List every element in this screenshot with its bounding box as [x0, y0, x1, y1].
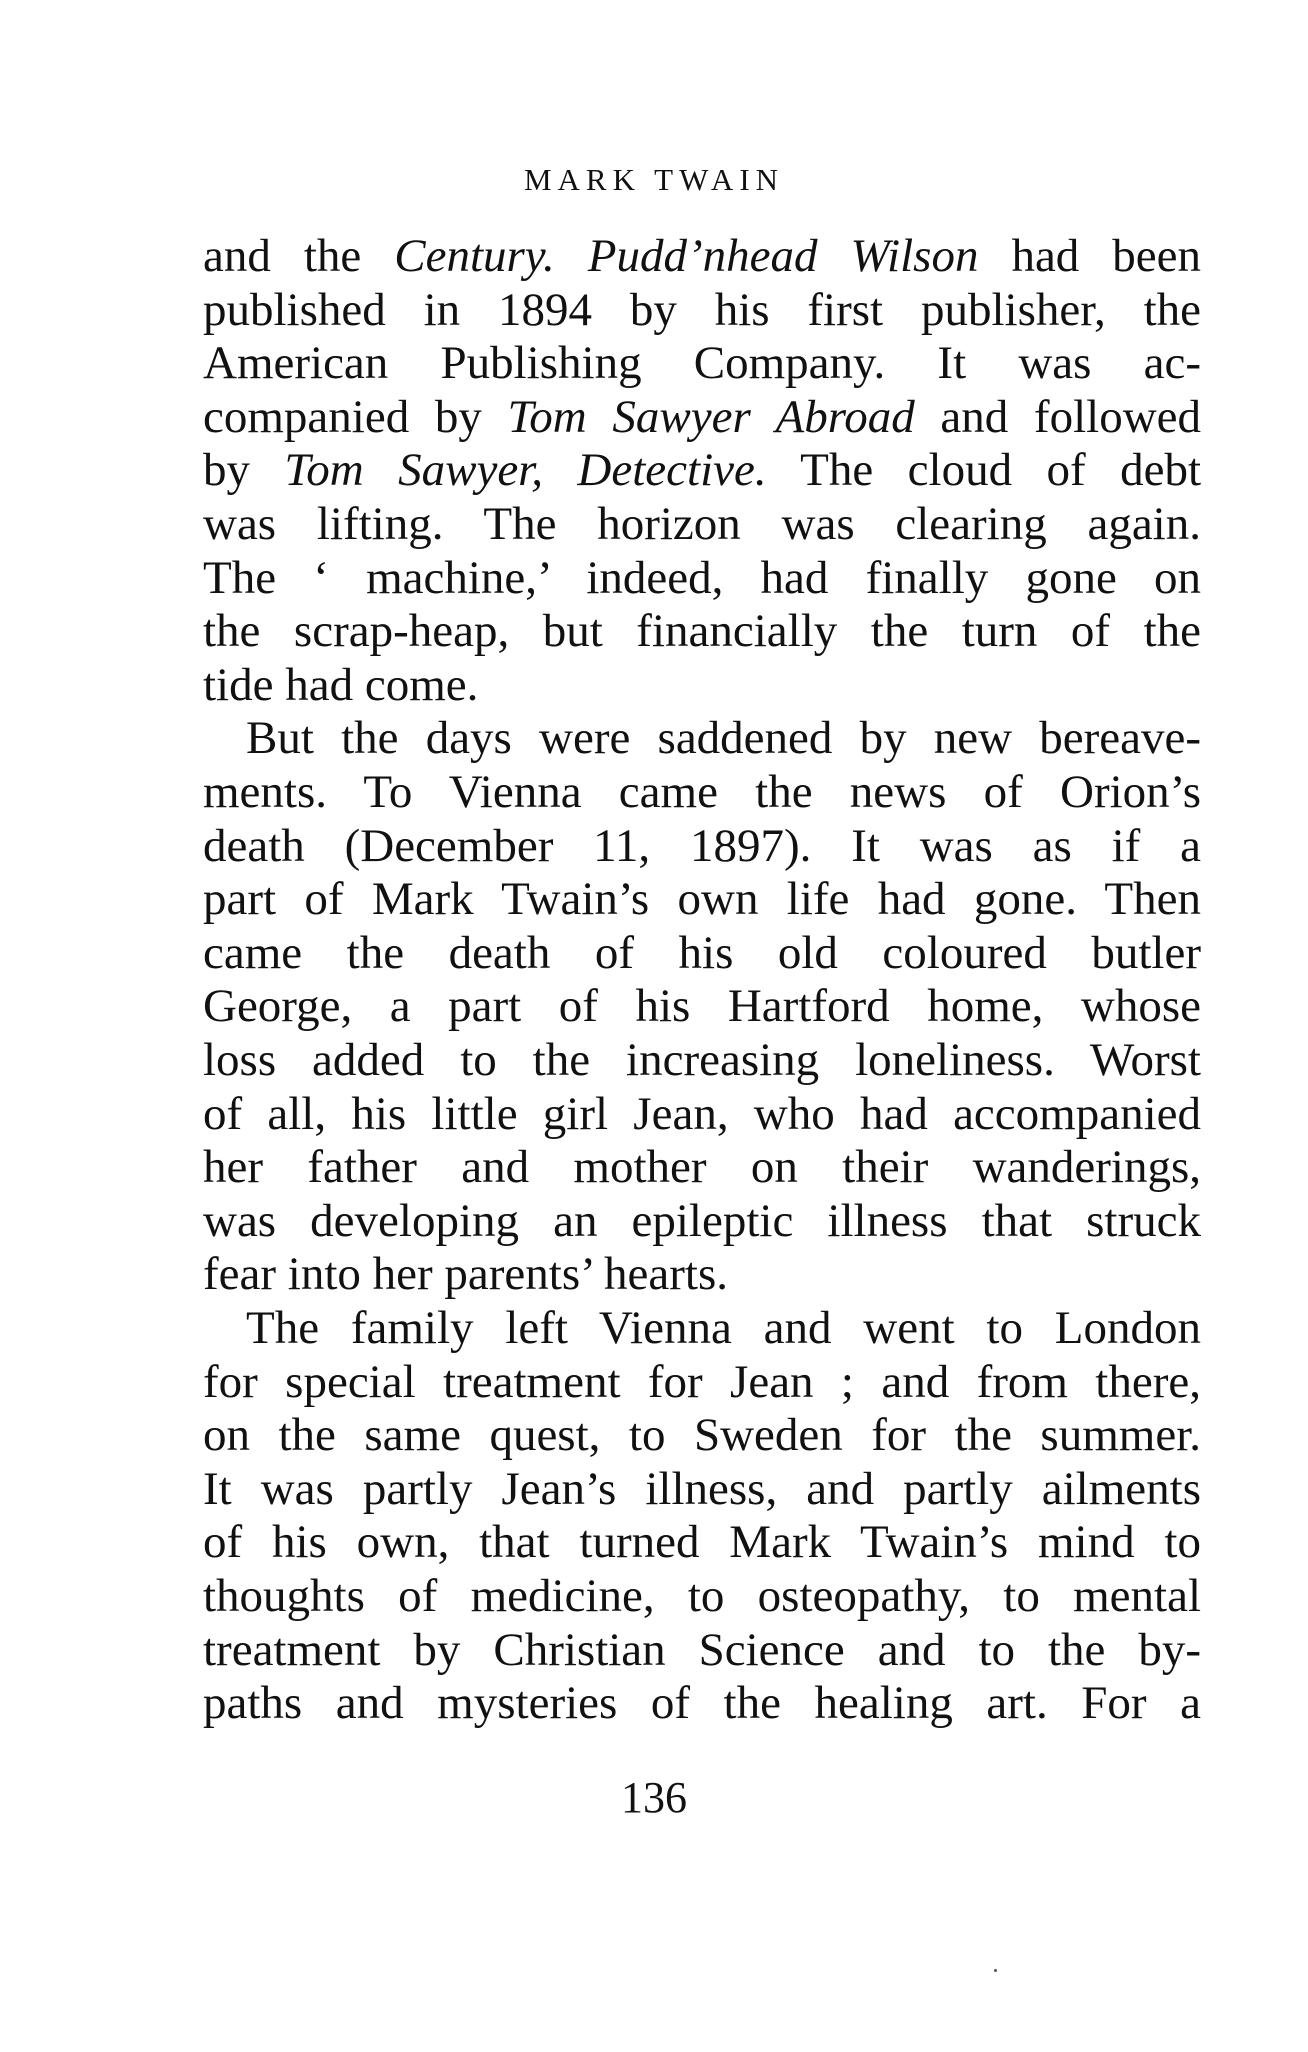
text-line — [203, 389, 1201, 445]
text-line — [203, 335, 1201, 391]
text-run: her father and mother on their wanderings, — [203, 1141, 1201, 1194]
text-line — [203, 1086, 1201, 1142]
text-line — [203, 657, 1201, 713]
text-line — [203, 1246, 1201, 1302]
text-run: on the same quest, to Sweden for the summer. — [203, 1409, 1201, 1462]
text-run: fear into her parents’ hearts. — [203, 1248, 729, 1301]
text-run: the scrap-heap, but financially the turn of the — [203, 605, 1201, 658]
text-line — [203, 818, 1201, 874]
text-line — [203, 496, 1201, 552]
text-run: of all, his little girl Jean, who had accompanied — [203, 1087, 1201, 1140]
text-line — [203, 871, 1201, 927]
text-line — [203, 978, 1201, 1034]
text-line — [203, 925, 1201, 981]
text-run: But the days were saddened by new bereave- — [246, 712, 1201, 765]
text-run: It was partly Jean’s illness, and partly ailments — [203, 1462, 1201, 1515]
text-line — [246, 1300, 1201, 1356]
text-run: death (December 11, 1897). It was as if a — [203, 819, 1201, 872]
text-line — [203, 764, 1201, 820]
text-line — [203, 1675, 1201, 1731]
text-line — [203, 1354, 1201, 1410]
text-run: treatment by Christian Science and to the by- — [203, 1623, 1201, 1676]
text-run: ments. To Vienna came the news of Orion’s — [203, 766, 1201, 818]
text-run: loss added to the increasing loneliness. Worst — [203, 1034, 1201, 1086]
text-line — [203, 1622, 1201, 1678]
text-run: had been — [978, 230, 1202, 282]
text-run: George, a part of his Hartford home, whose — [203, 980, 1201, 1033]
text-line — [203, 1461, 1201, 1517]
text-line — [203, 1193, 1201, 1249]
text-run: The cloud of debt — [766, 444, 1201, 497]
paper-speck — [994, 1969, 997, 1972]
text-run: companied by — [203, 390, 508, 443]
text-run: for special treatment for Jean ; and from there, — [203, 1355, 1201, 1408]
text-run: tide had come. — [203, 658, 479, 711]
text-run: was developing an epileptic illness that struck — [203, 1194, 1201, 1247]
text-run: published in 1894 by his first publisher, the — [203, 283, 1201, 336]
text-run: The ‘ machine,’ indeed, had finally gone on — [203, 551, 1201, 604]
text-line — [203, 228, 1201, 284]
text-run: thoughts of medicine, to osteopathy, to mental — [203, 1570, 1201, 1622]
page-number: 136 — [621, 1773, 687, 1822]
text-line — [203, 282, 1201, 338]
running-head: MARK TWAIN — [523, 162, 785, 197]
text-run: paths and mysteries of the healing art. For a — [203, 1677, 1201, 1730]
text-run: was lifting. The horizon was clearing again. — [203, 498, 1201, 550]
italic-title: Century. — [394, 230, 555, 282]
italic-title: Tom Sawyer Abroad — [507, 390, 915, 443]
italic-title: Pudd’nhead Wilson — [587, 230, 979, 282]
text-run: part of Mark Twain’s own life had gone. Then — [203, 873, 1201, 926]
text-line — [203, 1514, 1201, 1570]
text-run: and the — [203, 230, 395, 282]
text-line — [203, 1032, 1201, 1088]
text-run: by — [203, 444, 285, 497]
text-run: and followed — [914, 390, 1201, 443]
text-line — [203, 603, 1201, 659]
text-line — [203, 442, 1201, 498]
text-run: came the death of his old coloured butler — [203, 926, 1201, 979]
text-line — [203, 1568, 1201, 1624]
italic-title: Tom Sawyer, Detective. — [284, 444, 767, 497]
text-run: American Publishing Company. It was ac- — [203, 337, 1201, 390]
text-run — [555, 230, 588, 282]
text-line — [203, 550, 1201, 606]
text-run: The family left Vienna and went to London — [246, 1302, 1201, 1354]
text-line — [203, 1139, 1201, 1195]
text-run: of his own, that turned Mark Twain’s mind to — [203, 1516, 1201, 1569]
text-line — [246, 710, 1201, 766]
text-line — [203, 1407, 1201, 1463]
